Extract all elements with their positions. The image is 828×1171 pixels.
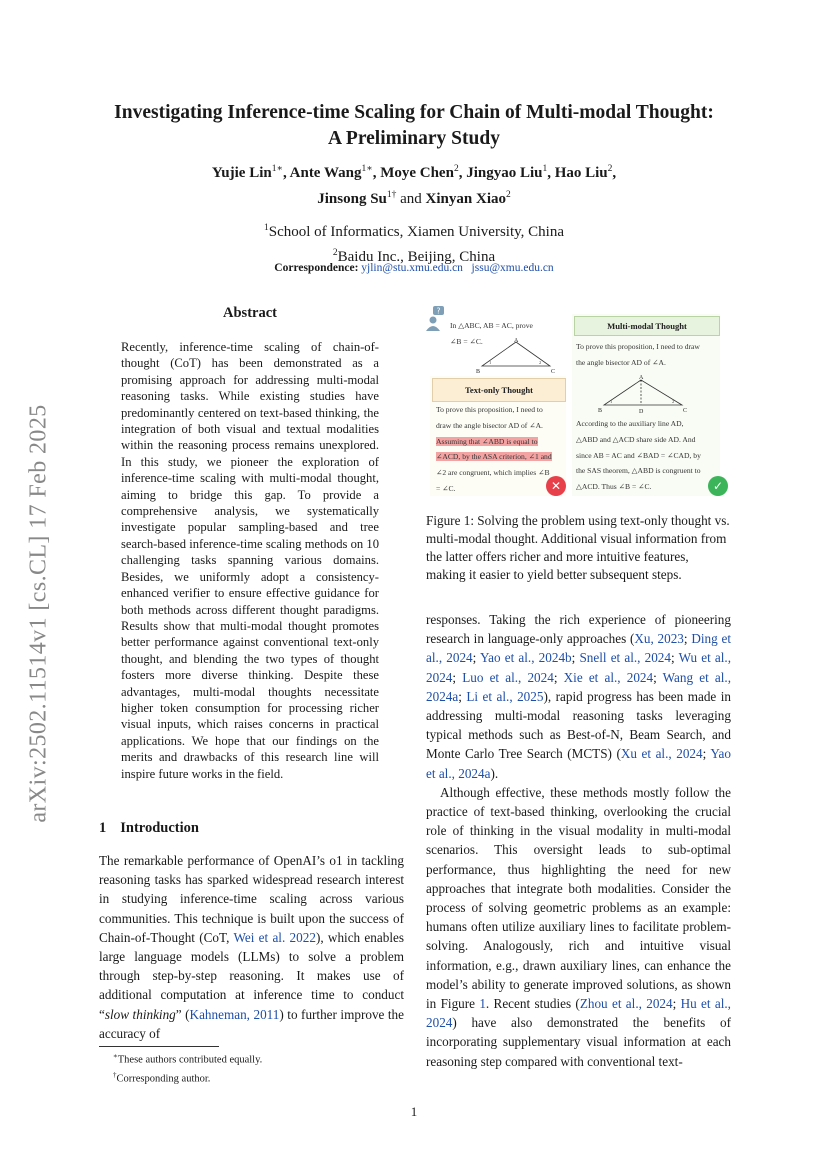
footnote-2: Corresponding author. (116, 1073, 211, 1084)
author-list: Yujie Lin$^{1∗}$, Ante Wang$^{1∗}$, Moye Chen$^2$, Jingyao Liu$^1$, Hao Liu$^2$, Jinsong $Su^{1\dagger}$ and Xinyan Xiao$^2$ (211, 164, 617, 207)
user-question-icon (424, 306, 446, 332)
page-number: 1 (410, 1104, 418, 1119)
citation-link[interactable]: Kahneman, 2011 (189, 1006, 280, 1022)
wrong-icon: ✕ (546, 476, 566, 496)
check-icon: ✓ (708, 476, 728, 496)
intro-paragraph: The remarkable performance of OpenAI’s o1 in tackling reasoning tasks has sparked widespread research interest in studying inference-time scaling across various communities. This technique is built upon the success of Chain-of-Thought (CoT, Wei et al. 2022), which enables large language models (LLMs) to solve a problem through step-by-step reasoning. It makes use of additional computation at inference time to conduct “slow thinking” (Kahneman, 2011) to further improve the accuracy of (99, 853, 405, 1041)
abstract-body: Recently, inference-time scaling of chain-of-thought (CoT) has been demonstrated as a promising approach for addressing multi-modal reasoning tasks. While existing studies have predominantly centered on text-based thinking, the integration of both visual and textual modalities within the reasoning process remains unexplored. In this study, we pioneer the exploration of inference-time scaling with multi-modal thought, aiming to bridge this gap. To provide a comprehensive analysis, we systematically investigate popular sampling-based and tree search-based inference-time scaling methods on 10 challenging tasks spanning various domains. Besides, we uniformly adopt a consistency-enhanced verifier to ensure effective guidance for both methods across different thought paradigms. Results show that multi-modal thought promotes better performance against conventional text-only thought, and blending the two types of thought fosters more diverse thinking. Despite these advantages, multi-modal thoughts necessitate higher token consumption for processing richer visual inputs, which raises concerns in practical applications. We hope that our findings on the merits and drawbacks of this research line will inspire future works in the field. (121, 340, 379, 781)
citation-link[interactable]: Li et al., 2025 (466, 688, 544, 704)
abstract-heading: Abstract (223, 305, 277, 321)
error-highlight: Assuming that ∠ABD is equal to (436, 436, 538, 446)
citation-link[interactable]: Yao et al., 2024a (426, 746, 731, 781)
arxiv-stamp (25, 370, 52, 850)
text-only-title: Text-only Thought (432, 378, 566, 402)
footnotes: ∗These authors contributed equally. †Corresponding author. (113, 1052, 263, 1084)
paper-title (90, 100, 738, 152)
section-number: 1 (99, 820, 107, 836)
paragraph: Although effective, these methods mostly follow the practice of text-based thinking, overlooking the crucial role of thinking in the visual modality in multi-modal scenarios. This oversight leads to sub-optimal performance, thus highlighting the need for new approaches that integrate both modalities. Consider the process of solving geometric problems as an example: humans often utilize auxiliary lines to facilitate problem-solving. Analogously, rich and intuitive visual information, e.g., drawn auxiliary lines, can enhance the model’s ability to generate improved solutions, as shown in Figure 1. Recent studies (Zhou et al., 2024; Hu et al., 2024) have also demonstrated the benefits of incorporating supplementary visual information at each reasoning step compared with conventional text- (426, 784, 731, 1069)
svg-text:A: A (639, 375, 644, 381)
text-only-body: To prove this proposition, I need to draw the angle bisector AD of ∠A. Assuming that ∠ABD is equal to ∠ACD, by the ASA criterion, ∠1 and ∠2 are congruent, which implies ∠B = ∠C. (436, 405, 552, 493)
figure-1 (424, 306, 734, 502)
svg-text:A: A (514, 338, 519, 344)
svg-text:1: 1 (610, 399, 613, 404)
author: Xinyan Xiao (425, 191, 506, 207)
affiliations: $^1$School of Informatics, Xiamen University, China $^2$Baidu Inc., Beijing, China (264, 223, 564, 265)
title-line-2: A Preliminary Study (328, 128, 500, 149)
multi-modal-intro: To prove this proposition, I need to draw the angle bisector AD of ∠A. (576, 342, 700, 367)
citation-link[interactable]: Snell et al., 2024 (579, 650, 671, 666)
figure-caption: Figure 1: Solving the problem using text-only thought vs. multi-modal thought. Additional visual information from the latter offers richer and more intuitive features, making it easier to yield better subsequent steps. (426, 513, 730, 582)
svg-text:2: 2 (539, 360, 542, 365)
footnote-1: These authors contributed equally. (117, 1054, 263, 1066)
citation-link[interactable]: Wang et al., 2024a (426, 669, 732, 704)
footnote-rule (99, 1046, 219, 1047)
svg-text:C: C (551, 369, 556, 374)
triangle-diagram-left (476, 336, 556, 374)
author: Jingyao Liu (466, 165, 543, 181)
email-link-2[interactable]: jssu@xmu.edu.cn (471, 262, 554, 274)
author: Ante Wang (289, 165, 362, 181)
affiliation-1: School of Informatics, Xiamen University, China (268, 224, 564, 240)
section-heading (99, 820, 199, 837)
svg-text:?: ? (436, 306, 441, 316)
citation-link[interactable]: Wei et al. 2022 (233, 929, 316, 945)
email-link-1[interactable]: yjlin@stu.xmu.edu.cn (361, 262, 463, 274)
section-title: Introduction (120, 820, 199, 836)
svg-text:C: C (683, 408, 688, 414)
citation-link[interactable]: Xu et al., 2024 (620, 746, 703, 762)
correspondence (90, 262, 738, 274)
title-line-1: Investigating Inference-time Scaling for Chain of Multi-modal Thought: (114, 102, 714, 123)
author: Yujie Lin (211, 165, 272, 181)
multi-modal-title: Multi-modal Thought (574, 316, 720, 336)
citation-link[interactable]: Hu et al., 2024 (426, 996, 731, 1031)
citation-link[interactable]: Ding et al., 2024 (426, 631, 731, 666)
citation-link[interactable]: Zhou et al., 2024 (579, 996, 673, 1012)
correspondence-label: Correspondence: (274, 262, 359, 274)
figure-ref-link[interactable]: 1 (479, 996, 486, 1012)
affiliation-2: Baidu Inc., Beijing, China (337, 249, 496, 265)
multi-modal-body: According to the auxiliary line AD, △ABD and △ACD share side AD. And since AB = AC and ∠BAD = ∠CAD, by the SAS theorem, △ABD is congruent to △ACD. Thus ∠B = ∠C. (576, 419, 701, 492)
author: Moye Chen (380, 165, 454, 181)
and-word: and (400, 191, 422, 207)
citation-link[interactable]: Xie et al., 2024 (563, 669, 654, 685)
citation-link[interactable]: Wu et al., 2024 (426, 650, 731, 685)
arxiv-stamp-text: arXiv:2502.11514v1 [cs.CL] 17 Feb 2025 (25, 404, 52, 823)
right-column-text (426, 610, 731, 1071)
citation-link[interactable]: Yao et al., 2024b (479, 650, 572, 666)
citation-link[interactable]: Xu, 2023 (634, 631, 684, 647)
svg-text:1: 1 (489, 360, 492, 365)
svg-text:B: B (598, 408, 603, 414)
svg-text:2: 2 (672, 399, 675, 404)
svg-text:D: D (639, 409, 644, 414)
paragraph: responses. Taking the rich experience of pioneering research in language-only approaches (Xu, 2023; Ding et al., 2024; Yao et al., 2024b; Snell et al., 2024; Wu et al., 2024; Luo et al., 2024; Xie et al., 2024; Wang et al., 2024a; Li et al., 2025), rapid progress has been made in addressing multi-modal reasoning tasks leveraging typical methods such as Best-of-N, Beam Search, and Monte Carlo Tree Search (MCTS) (Xu et al., 2024; Yao et al., 2024a). (426, 612, 732, 781)
author: Hao Liu (554, 165, 608, 181)
citation-link[interactable]: Luo et al., 2024 (462, 669, 554, 685)
author: Jinsong Su (317, 191, 387, 207)
triangle-diagram-right (596, 372, 692, 414)
question-text: In △ABC, AB = AC, prove ∠B = ∠C. (450, 321, 533, 346)
svg-text:B: B (476, 369, 481, 374)
